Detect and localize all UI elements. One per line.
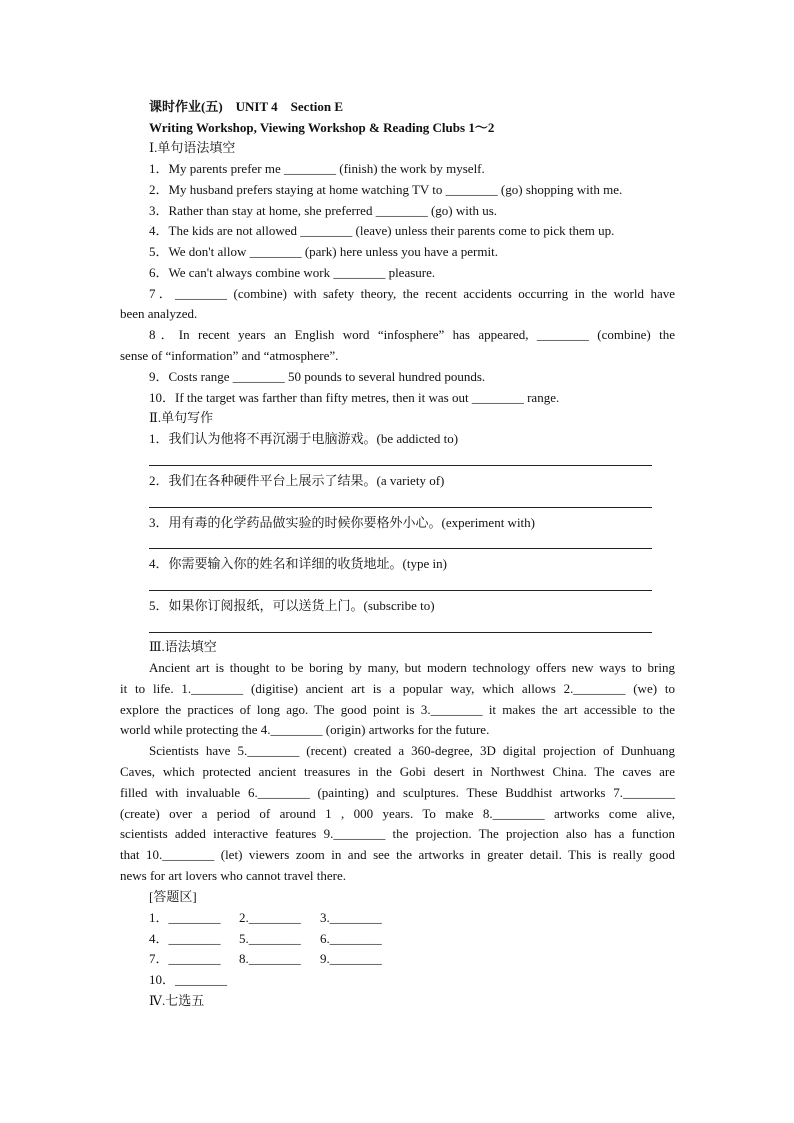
question-7: 7．________ (combine) with safety theory, the recent accidents occurring in the world have xyxy=(149,286,675,301)
passage-line: filled with invaluable 6.________ (painting) and sculptures. These Buddhist artworks 7.________ xyxy=(120,785,675,800)
question-2: 2．My husband prefers staying at home watching TV to ________ (go) shopping with me. xyxy=(149,182,623,197)
passage-line: scientists added interactive features 9.________ the projection. The projection also has a function xyxy=(120,826,675,841)
answer-line xyxy=(149,507,652,508)
translation-3: 3．用有毒的化学药品做实验的时候你要格外小心。(experiment with) xyxy=(149,515,535,530)
passage-line: (create) over a period of around 1 , 000 years. To make 8.________ artworks come alive, xyxy=(120,806,675,821)
page-title: 课时作业(五) UNIT 4 Section E xyxy=(149,99,344,114)
answer-line xyxy=(149,590,652,591)
answer-blank-6: 6.________ xyxy=(320,931,382,946)
page-subtitle: Writing Workshop, Viewing Workshop & Reading Clubs 1～2 xyxy=(149,120,495,135)
passage-line: it to life. 1.________ (digitise) ancient art is a popular way, which allows 2.________ (we) to xyxy=(120,681,675,696)
section-4-title: Ⅳ.七选五 xyxy=(149,993,205,1008)
translation-2: 2．我们在各种硬件平台上展示了结果。(a variety of) xyxy=(149,473,445,488)
answer-blank-7: 7．________ xyxy=(149,951,221,966)
answer-line xyxy=(149,465,652,466)
answer-blank-1: 1．________ xyxy=(149,910,221,925)
passage-line: that 10.________ (let) viewers zoom in and see the artworks in greater detail. This is really good xyxy=(120,847,675,862)
passage-line: world while protecting the 4.________ (origin) artworks for the future. xyxy=(120,722,490,737)
section-1-title: Ⅰ.单句语法填空 xyxy=(149,140,236,155)
section-2-title: Ⅱ.单句写作 xyxy=(149,410,214,425)
translation-4: 4．你需要输入你的姓名和详细的收货地址。(type in) xyxy=(149,556,447,571)
passage-line: Ancient art is thought to be boring by many, but modern technology offers new ways to bring xyxy=(149,660,675,675)
answer-line xyxy=(149,632,652,633)
answer-blank-3: 3.________ xyxy=(320,910,382,925)
passage-line: news for art lovers who cannot travel there. xyxy=(120,868,346,883)
question-1: 1．My parents prefer me ________ (finish) the work by myself. xyxy=(149,161,485,176)
question-10: 10．If the target was farther than fifty metres, then it was out ________ range. xyxy=(149,390,560,405)
answer-blank-10: 10．________ xyxy=(149,972,228,987)
answer-blank-8: 8.________ xyxy=(239,951,301,966)
translation-5: 5．如果你订阅报纸，可以送货上门。(subscribe to) xyxy=(149,598,435,613)
question-3: 3．Rather than stay at home, she preferred ________ (go) with us. xyxy=(149,203,498,218)
passage-line: explore the practices of long ago. The good point is 3.________ it makes the art accessible to the xyxy=(120,702,675,717)
section-3-title: Ⅲ.语法填空 xyxy=(149,639,217,654)
question-8: 8．In recent years an English word “infosphere” has appeared, ________ (combine) the xyxy=(149,327,675,342)
translation-1: 1．我们认为他将不再沉溺于电脑游戏。(be addicted to) xyxy=(149,431,459,446)
question-4: 4．The kids are not allowed ________ (leave) unless their parents come to pick them up. xyxy=(149,223,615,238)
question-8-cont: sense of “information” and “atmosphere”. xyxy=(120,348,339,363)
question-9: 9．Costs range ________ 50 pounds to several hundred pounds. xyxy=(149,369,486,384)
answer-area-label: [答题区] xyxy=(149,889,197,904)
answer-blank-2: 2.________ xyxy=(239,910,301,925)
answer-line xyxy=(149,548,652,549)
passage-line: Caves, which protected ancient treasures in the Gobi desert in Northwest China. The caves are xyxy=(120,764,675,779)
answer-blank-9: 9.________ xyxy=(320,951,382,966)
passage-line: Scientists have 5.________ (recent) created a 360-degree, 3D digital projection of Dunhuang xyxy=(149,743,675,758)
question-7-cont: been analyzed. xyxy=(120,306,198,321)
answer-blank-5: 5.________ xyxy=(239,931,301,946)
question-6: 6．We can't always combine work ________ pleasure. xyxy=(149,265,436,280)
question-5: 5．We don't allow ________ (park) here unless you have a permit. xyxy=(149,244,498,259)
answer-blank-4: 4．________ xyxy=(149,931,221,946)
